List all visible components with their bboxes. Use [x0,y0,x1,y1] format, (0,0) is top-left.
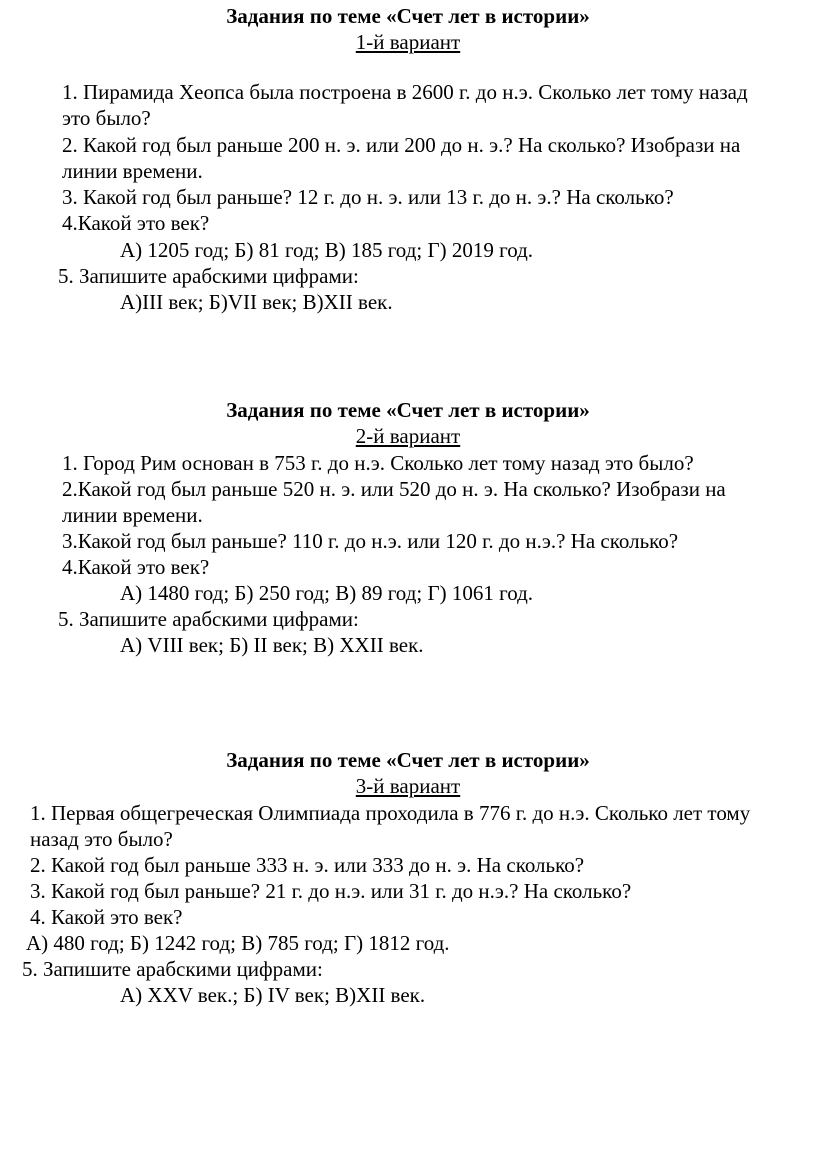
variant-2-task-1: 1. Город Рим основан в 753 г. до н.э. Сколько лет тому назад это было? [62,451,694,475]
variant-2-task-2: 2.Какой год был раньше 520 н. э. или 520 до н. э. На сколько? Изобрази на [62,477,726,501]
variant-1-task-2-cont: линии времени. [62,159,203,183]
variant-1-title: Задания по теме «Счет лет в истории» [226,4,590,28]
variant-2-task-3: 3.Какой год был раньше? 110 г. до н.э. или 120 г. до н.э.? На сколько? [62,529,679,553]
variant-1-task-1-cont: это было? [62,106,151,130]
variant-3-task-1-cont: назад это было? [30,827,173,851]
variant-2-task-2-cont: линии времени. [62,503,203,527]
variant-2-task-4-options: А) 1480 год; Б) 250 год; В) 89 год; Г) 1061 год. [120,581,534,605]
variant-2-subtitle: 2-й вариант [355,424,461,448]
variant-1-subtitle: 1-й вариант [355,30,461,54]
variant-3-subtitle: 3-й вариант [355,774,461,798]
variant-1-task-5: 5. Запишите арабскими цифрами: [58,264,359,288]
variant-3-task-4-options: А) 480 год; Б) 1242 год; В) 785 год; Г) 1812 год. [26,931,450,955]
variant-3-task-4: 4. Какой это век? [30,905,183,929]
variant-3-task-1: 1. Первая общегреческая Олимпиада проходила в 776 г. до н.э. Сколько лет тому [30,801,751,825]
variant-1-task-4: 4.Какой это век? [62,211,210,235]
variant-2-title: Задания по теме «Счет лет в истории» [226,398,590,422]
variant-1-task-4-options: А) 1205 год; Б) 81 год; В) 185 год; Г) 2019 год. [120,238,534,262]
variant-1-task-2: 2. Какой год был раньше 200 н. э. или 200 до н. э.? На сколько? Изобрази на [62,133,741,157]
variant-1-task-1: 1. Пирамида Хеопса была построена в 2600 г. до н.э. Сколько лет тому назад [62,80,748,104]
variant-1-task-3: 3. Какой год был раньше? 12 г. до н. э. или 13 г. до н. э.? На сколько? [62,185,674,209]
variant-3-task-3: 3. Какой год был раньше? 21 г. до н.э. или 31 г. до н.э.? На сколько? [30,879,632,903]
variant-3-task-5-options: А) XXV век.; Б) IV век; В)XII век. [120,983,426,1007]
variant-3-title: Задания по теме «Счет лет в истории» [226,748,590,772]
variant-1-task-5-options: А)III век; Б)VII век; В)XII век. [120,290,393,314]
variant-2-task-4: 4.Какой это век? [62,555,210,579]
variant-3-task-5: 5. Запишите арабскими цифрами: [22,957,323,981]
variant-3-task-2: 2. Какой год был раньше 333 н. э. или 333 до н. э. На сколько? [30,853,585,877]
variant-2-task-5-options: А) VIII век; Б) II век; В) XXII век. [120,633,424,657]
variant-2-task-5: 5. Запишите арабскими цифрами: [58,607,359,631]
